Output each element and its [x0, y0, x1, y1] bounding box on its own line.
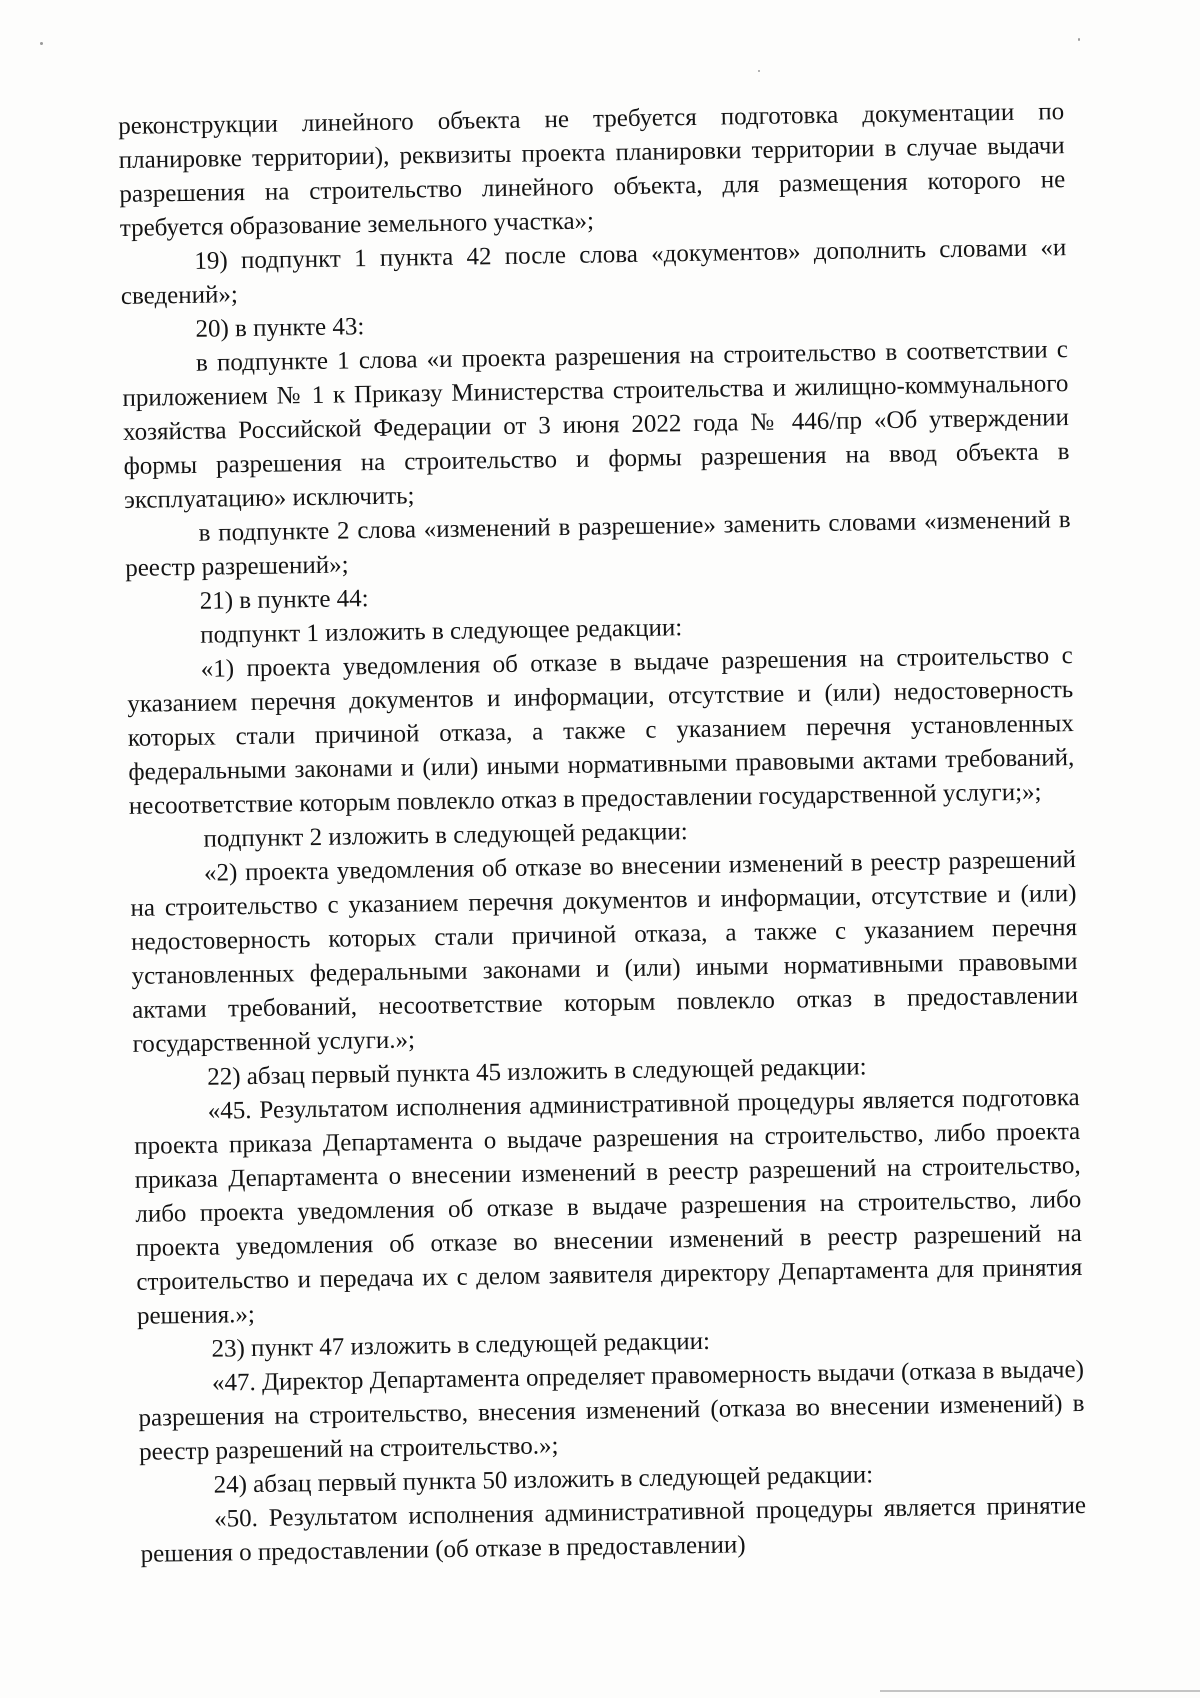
- paragraph-item-19: 19) подпункт 1 пункта 42 после слова «документов» дополнить словами «и сведений»;: [120, 234, 1067, 310]
- paragraph-item-21: 21) в пункте 44:: [199, 585, 369, 615]
- paragraph-45-text: «45. Результатом исполнения административной процедуры является подготовка проекта приказа Департамента о выдаче разрешения на строительство, либо проекта приказа Департамента о внесении изменений в реестр разрешений на строительство, либо проекта уведомления об отказе в выдаче разрешения на строительство, либо проекта уведомления об отказе во внесении изменений в реестр разрешений на строительство и передача их с делом заявителя директору Департамента для принятия решения.»;: [134, 1084, 1083, 1330]
- paragraph-50-text: «50. Результатом исполнения административной процедуры является принятие решения о предоставлении (об отказе в предоставлении): [140, 1491, 1087, 1568]
- paragraph-item-20: 20) в пункте 43:: [195, 313, 365, 343]
- paragraph-47-text: «47. Директор Департамента определяет правомерность выдачи (отказа в выдаче) разрешения на строительство, внесения изменений (отказа во внесении изменений) в реестр разрешений на строительство.»;: [138, 1355, 1085, 1466]
- paragraph-43-subitem-1: в подпункте 1 слова «и проекта разрешения на строительство в соответствии с приложением № 1 к Приказу Министерства строительства и жилищно-коммунального хозяйства Российской Федерации от 3 июня 2022 года № 446/пр «Об утверждении формы разрешения на строительство и формы разрешения на ввод объекта в эксплуатацию» исключить;: [122, 336, 1070, 514]
- paragraph-44-subitem-1-text: «1) проекта уведомления об отказе в выдаче разрешения на строительство с указанием перечня документов и информации, отсутствие и (или) недостоверность которых стали причиной отказа, а также с указанием перечня установленных федеральными законами и (или) иными нормативными правовыми актами требований, несоответствие которым повлекло отказ в предоставлении государственной услуги;»;: [127, 642, 1075, 820]
- paragraph-43-subitem-2: в подпункте 2 слова «изменений в разрешение» заменить словами «изменений в реестр разрешений»;: [124, 506, 1071, 582]
- scan-speck: [40, 42, 43, 45]
- paragraph-continuation: реконструкции линейного объекта не требуется подготовка документации по планировке территории), реквизиты проекта планировки территории в случае выдачи разрешения на строительство линейного объекта, для размещения которого не требуется образование земельного участка»;: [118, 98, 1066, 242]
- scan-speck: [758, 70, 760, 72]
- paragraph-item-22: 22) абзац первый пункта 45 изложить в следующей редакции:: [206, 1053, 867, 1091]
- paragraph-44-subitem-2-intro: подпункт 2 изложить в следующей редакции:: [203, 818, 688, 853]
- paragraph-item-23: 23) пункт 47 изложить в следующей редакции:: [211, 1327, 711, 1363]
- paragraph-44-subitem-1-intro: подпункт 1 изложить в следующее редакции:: [200, 614, 683, 649]
- paragraph-item-24: 24) абзац первый пункта 50 изложить в следующей редакции:: [213, 1461, 874, 1499]
- paragraph-44-subitem-2-text: «2) проекта уведомления об отказе во внесении изменений в реестр разрешений на строительство с указанием перечня документов и информации, отсутствие и (или) недостоверность которых стали причиной отказа, а также с указанием перечня установленных федеральными законами и (или) иными нормативными правовыми актами требований, несоответствие которым повлекло отказ в предоставлении государственной услуги.»;: [130, 846, 1079, 1058]
- scan-edge-line: [880, 1690, 1200, 1692]
- scan-speck: [1078, 38, 1080, 41]
- document-body: [118, 95, 1087, 1572]
